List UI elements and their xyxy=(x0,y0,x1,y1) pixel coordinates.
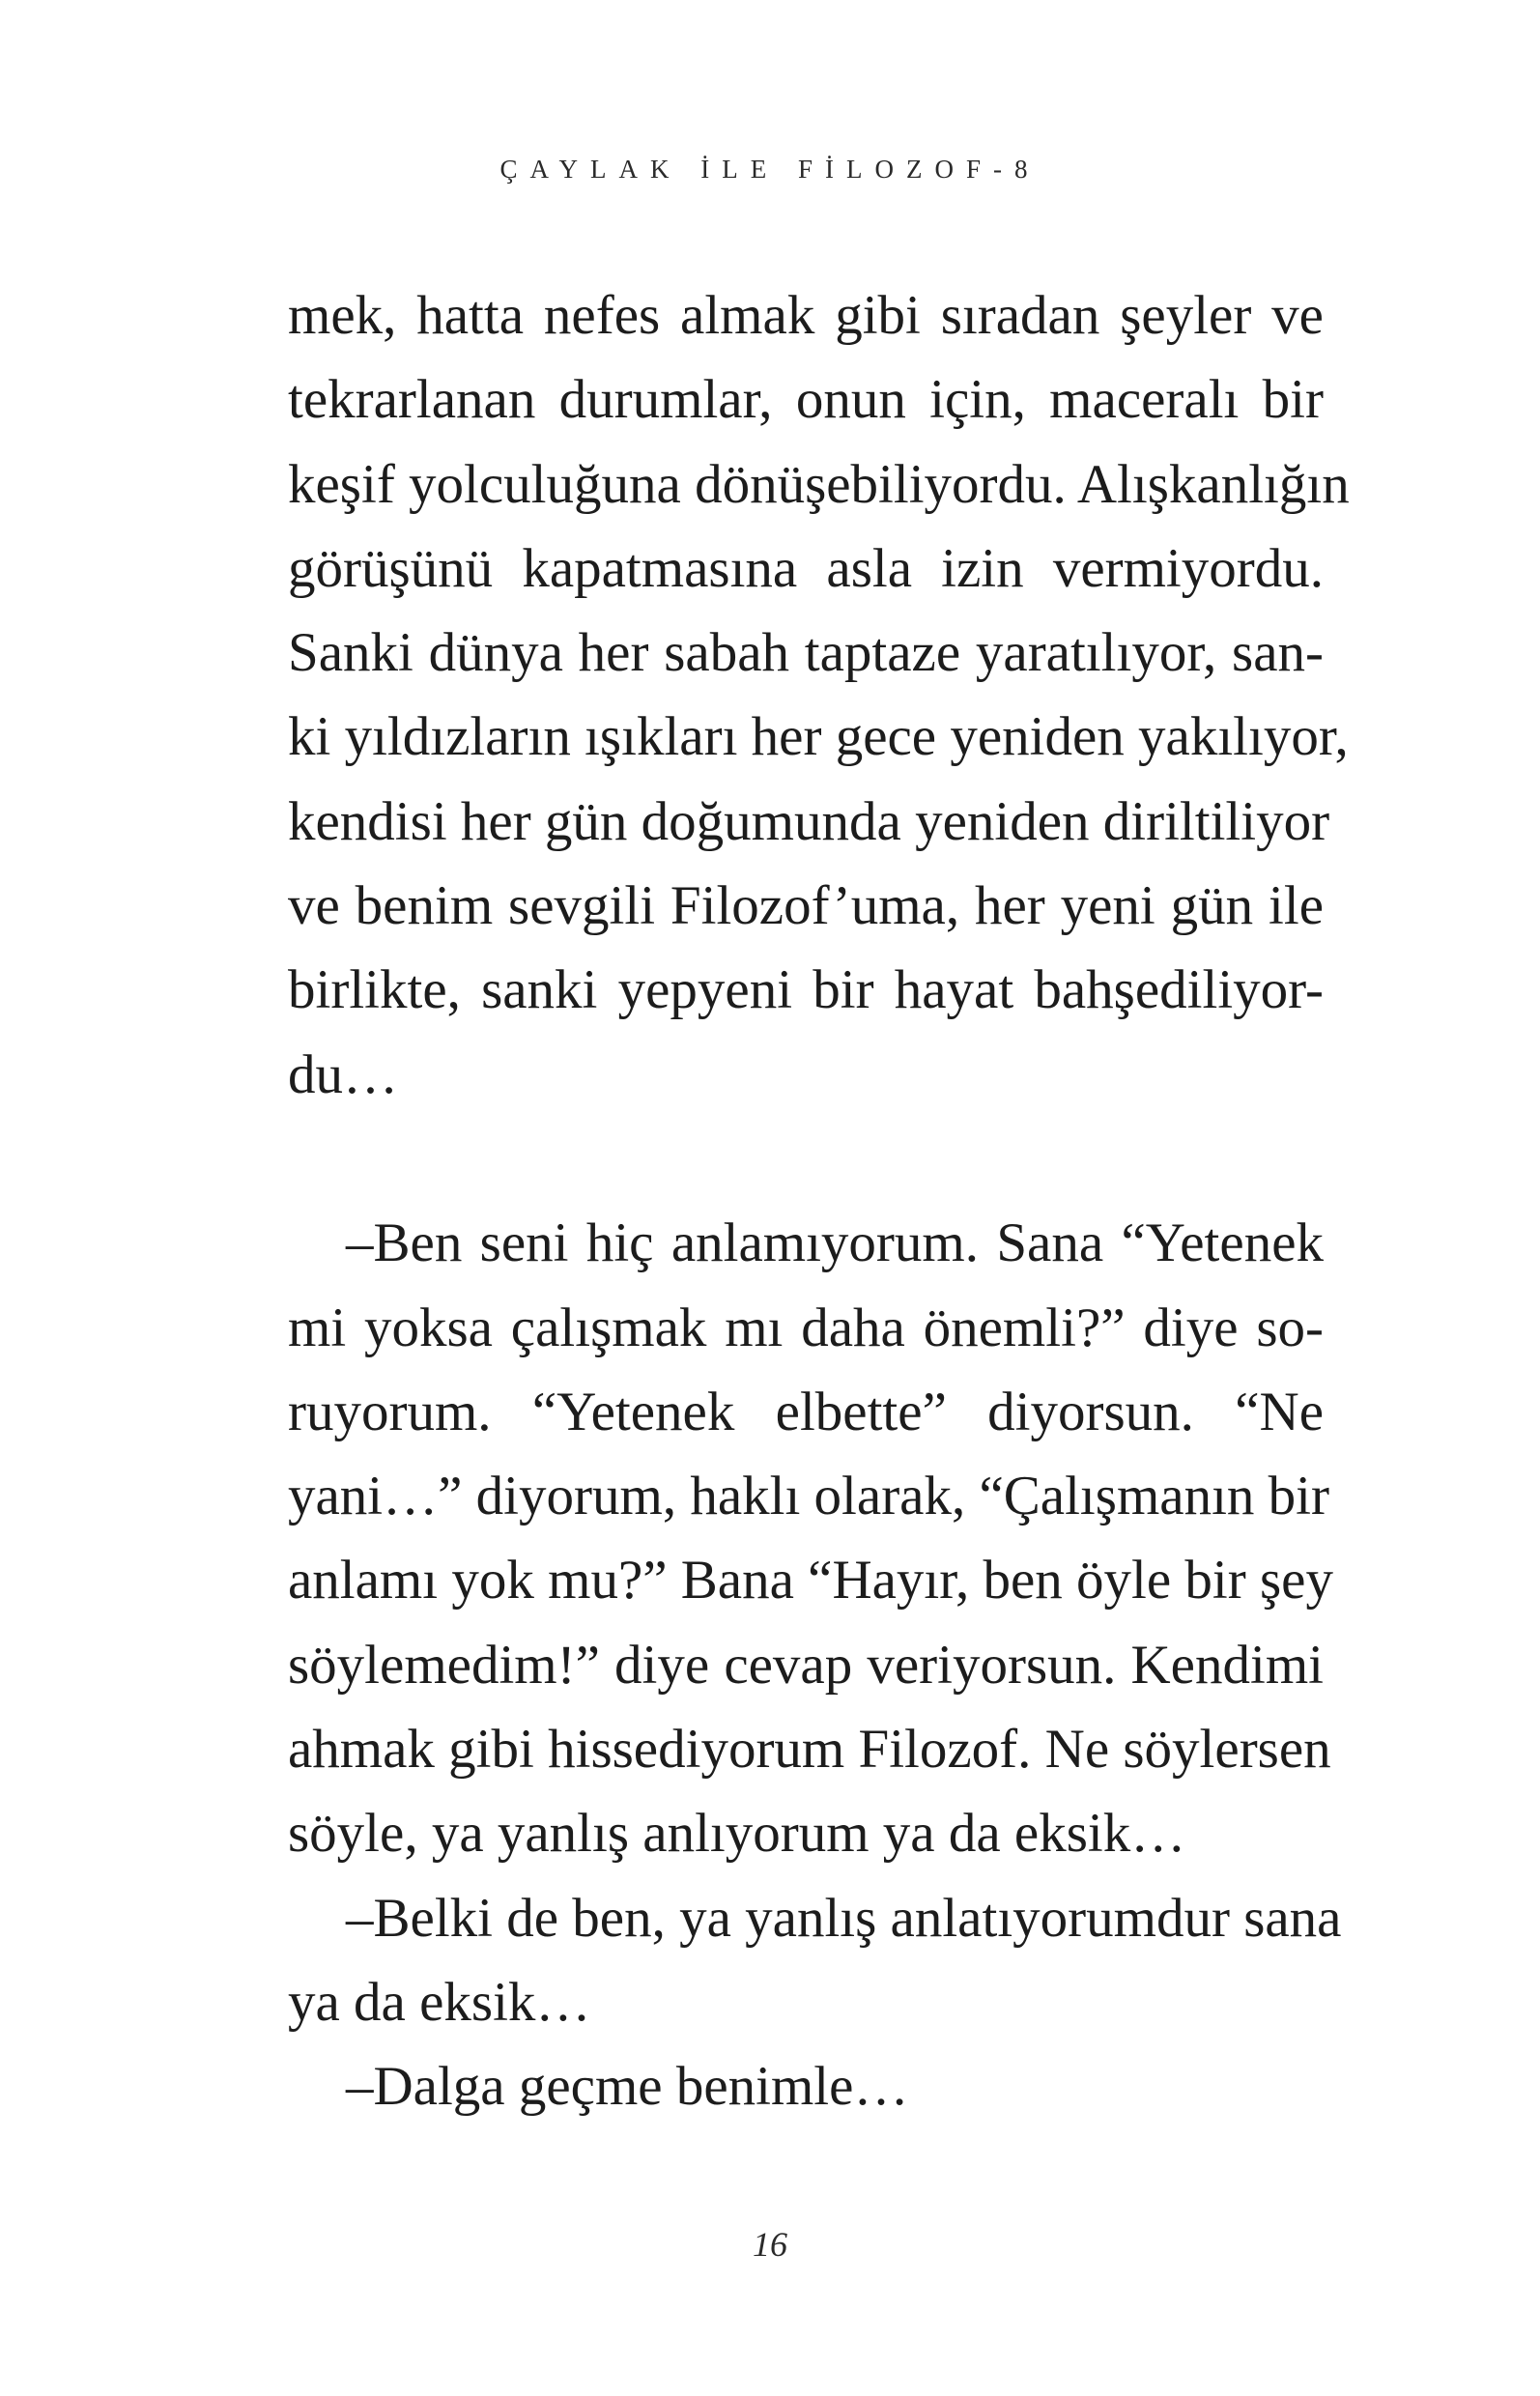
text-line: ya da eksik… xyxy=(288,1971,591,2033)
dialogue-line: –Belki de ben, ya yanlış anlatıyorumdur sana xyxy=(346,1887,1342,1949)
paragraph-gap xyxy=(288,1117,1324,1201)
dialogue-line: –Dalga geçme benimle… xyxy=(346,2056,909,2118)
text-line: tekrarlanan durumlar, onun için, maceralı bir xyxy=(288,369,1324,431)
text-line: ruyorum. “Yetenek elbette” diyorsun. “Ne xyxy=(288,1381,1324,1442)
text-line: ki yıldızların ışıkları her gece yeniden yakılıyor, xyxy=(288,706,1349,768)
text-line: söylemedim!” diye cevap veriyorsun. Kendimi xyxy=(288,1634,1324,1696)
text-line: Sanki dünya her sabah taptaze yaratılıyor, san- xyxy=(288,622,1324,684)
text-line: ve benim sevgili Filozof’uma, her yeni gün ile xyxy=(288,875,1324,937)
text-line: du… xyxy=(288,1043,398,1105)
text-line: yani…” diyorum, haklı olarak, “Çalışmanın bir xyxy=(288,1466,1329,1527)
page-number: 16 xyxy=(753,2225,787,2264)
body-text xyxy=(288,273,1350,2129)
running-header: ÇAYLAK İLE FİLOZOF-8 xyxy=(499,155,1041,184)
text-line: ahmak gibi hissediyorum Filozof. Ne söylersen xyxy=(288,1719,1331,1781)
text-line: söyle, ya yanlış anlıyorum ya da eksik… xyxy=(288,1803,1186,1865)
text-line: mi yoksa çalışmak mı daha önemli?” diye so- xyxy=(288,1297,1324,1358)
text-line: anlamı yok mu?” Bana “Hayır, ben öyle bir şey xyxy=(288,1550,1333,1612)
text-line: keşif yolculuğuna dönüşebiliyordu. Alışkanlığın xyxy=(288,453,1350,515)
text-line: kendisi her gün doğumunda yeniden diriltiliyor xyxy=(288,790,1330,852)
text-line: birlikte, sanki yepyeni bir hayat bahşediliyor- xyxy=(288,959,1324,1021)
dialogue-line: –Ben seni hiç anlamıyorum. Sana “Yetenek xyxy=(346,1212,1324,1274)
text-line: görüşünü kapatmasına asla izin vermiyordu. xyxy=(288,537,1324,599)
text-line: mek, hatta nefes almak gibi sıradan şeyler ve xyxy=(288,285,1324,346)
